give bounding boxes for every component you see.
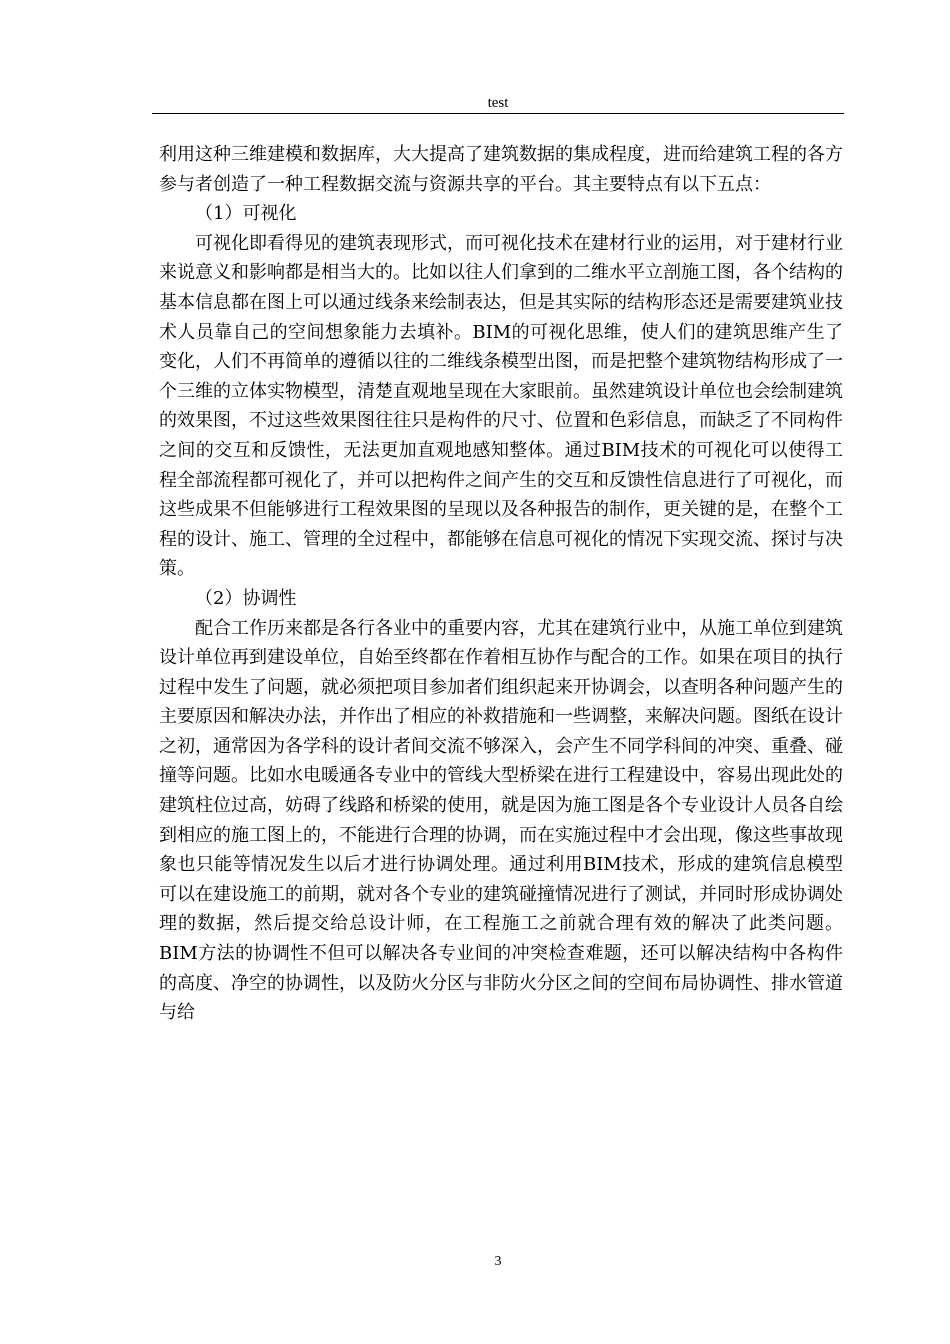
page-number: 3 bbox=[494, 1254, 502, 1269]
header-divider bbox=[152, 113, 844, 114]
coordination-paragraph: 配合工作历来都是各行各业中的重要内容，尤其在建筑行业中，从施工单位到建筑设计单位再到建设单位，自始至终都在作着相互协作与配合的工作。如果在项目的执行过程中发生了问题，就必须把项目参加者们组织起来开协调会，以查明各种问题产生的主要原因和解决办法，并作出了相应的补救措施和一些调整，来解决问题。图纸在设计之初，通常因为各学科的设计者间交流不够深入，会产生不同学科间的冲突、重叠、碰撞等问题。比如水电暖通各专业中的管线大型桥梁在进行工程建设中，容易出现此处的建筑柱位过高，妨碍了线路和桥梁的使用，就是因为施工图是各个专业设计人员各自绘到相应的施工图上的，不能进行合理的协调，而在实施过程中才会出现，像这些事故现象也只能等情况发生以后才进行协调处理。通过利用BIM技术，形成的建筑信息模型可以在建设施工的前期，就对各个专业的建筑碰撞情况进行了测试，并同时形成协调处理的数据，然后提交给总设计师，在工程施工之前就合理有效的解决了此类问题。BIM方法的协调性不但可以解决各专业间的冲突检查难题，还可以解决结构中各构件的高度、净空的协调性，以及防火分区与非防火分区之间的空间布局协调性、排水管道与给 bbox=[159, 617, 843, 1024]
section-heading-visualization: （1）可视化 bbox=[195, 203, 297, 225]
intro-paragraph: 利用这种三维建模和数据库，大大提高了建筑数据的集成程度，进而给建筑工程的各方参与者创造了一种工程数据交流与资源共享的平台。其主要特点有以下五点： bbox=[159, 144, 843, 195]
document-body bbox=[159, 140, 843, 1028]
page-header: test bbox=[487, 95, 509, 111]
visualization-paragraph: 可视化即看得见的建筑表现形式，而可视化技术在建材行业的运用，对于建材行业来说意义和影响都是相当大的。比如以往人们拿到的二维水平立剖施工图，各个结构的基本信息都在图上可以通过线条来绘制表达，但是其实际的结构形态还是需要建筑业技术人员靠自己的空间想象能力去填补。BIM的可视化思维，使人们的建筑思维产生了变化，人们不再简单的遵循以往的二维线条模型出图，而是把整个建筑物结构形成了一个三维的立体实物模型，清楚直观地呈现在大家眼前。虽然建筑设计单位也会绘制建筑的效果图，不过这些效果图往往只是构件的尺寸、位置和色彩信息，而缺乏了不同构件之间的交互和反馈性，无法更加直观地感知整体。通过BIM技术的可视化可以使得工程全部流程都可视化了，并可以把构件之间产生的交互和反馈性信息进行了可视化，而这些成果不但能够进行工程效果图的呈现以及各种报告的制作，更关键的是，在整个工程的设计、施工、管理的全过程中，都能够在信息可视化的情况下实现交流、探讨与决策。 bbox=[159, 232, 843, 580]
section-heading-coordination: （2）协调性 bbox=[195, 587, 297, 609]
